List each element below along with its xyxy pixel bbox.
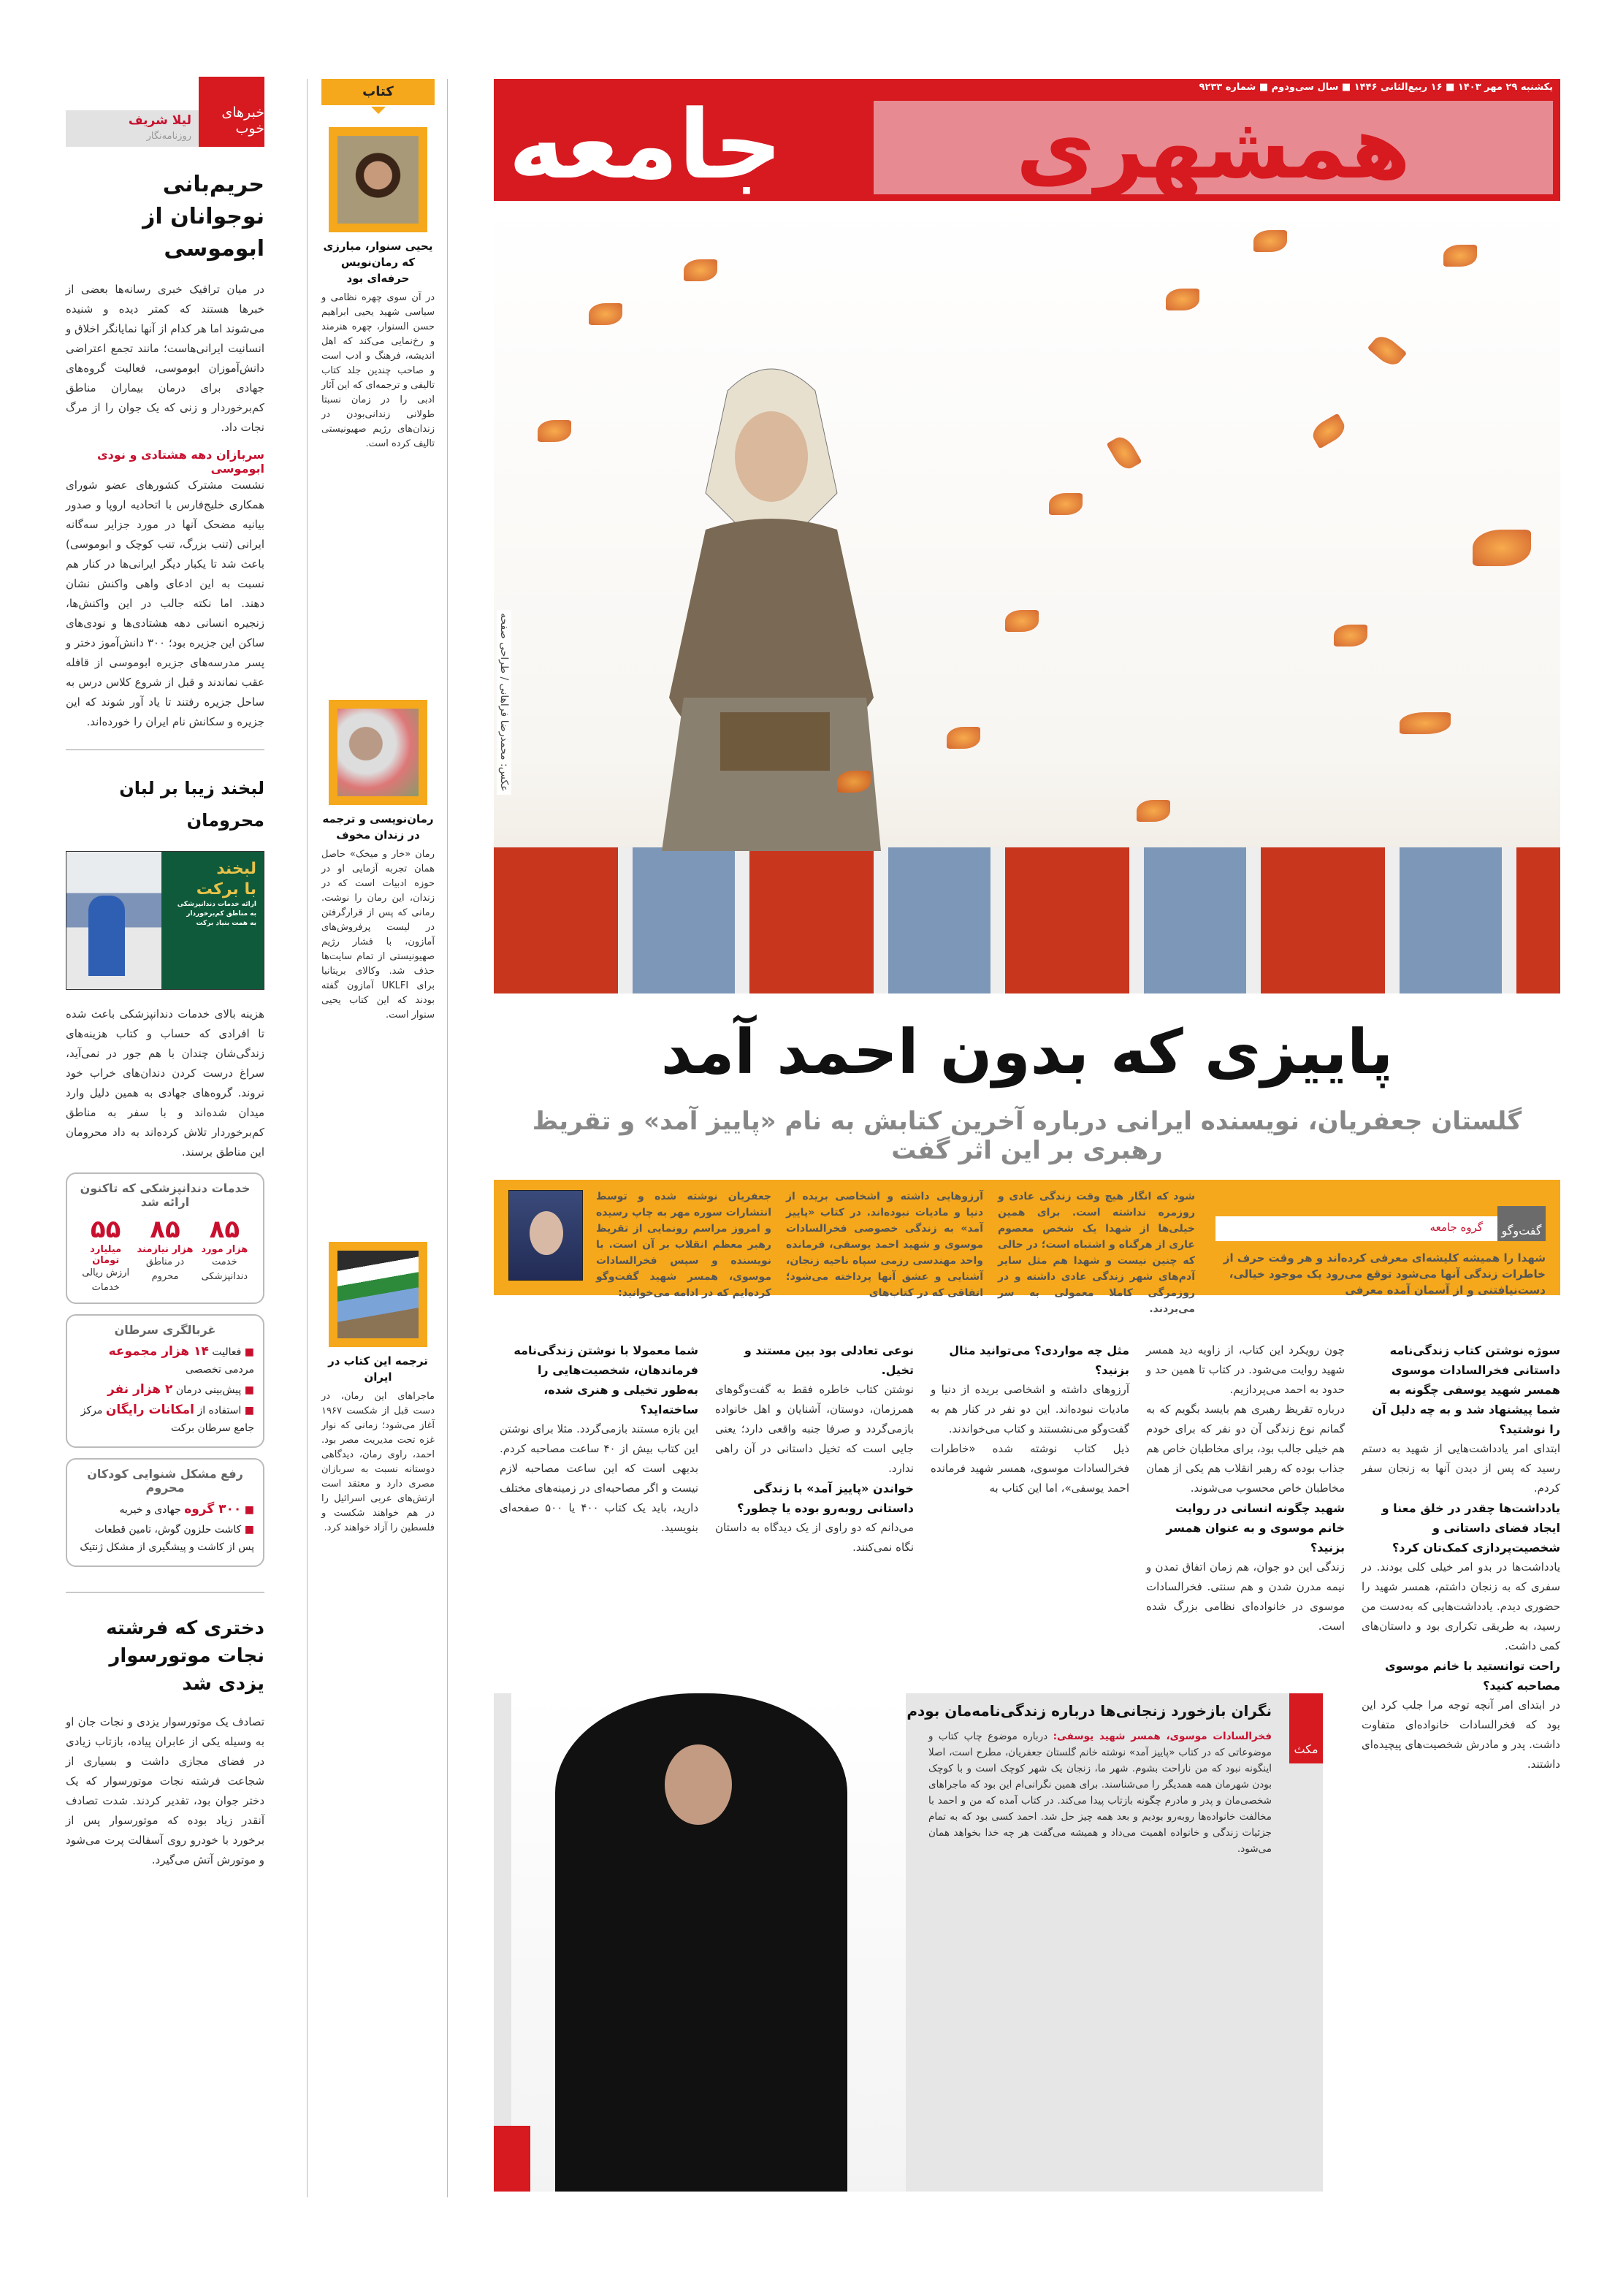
lead-column: شود که انگار هیچ وقت زندگی عادی و روزمره نداشته است. برای همین خیلی‌ها از شهدا یک شخص معصوم عاری از هرگناه و اشتباه است؛ در حالی که چنین نیست و شهدا هم مثل سایر آدم‌های شهر زندگی عادی داشته و در روزمرگی کاملا معمولی به سر می‌بردند. [998,1191,1195,1315]
book-item-text: در آن سوی چهره نظامی و سیاسی شهید یحیی ابراهیم حسن السنوار، چهره هنرمند و رخ‌نمایی می‌کند که اهل اندیشه، فرهنگ و ادب است و صاحب چندین جلد کتاب تالیفی و ترجمه‌ای که این آثار ادبی را در زمان نسبتا طولانی زندانی‌بودن در زندان‌های رژیم صهیونیستی تالیف کرده است. [321,292,435,449]
bullet: ■ استفاده از امکانات رایگان مرکز جامع سرطان برکت [76,1401,254,1437]
sign-text: به همت بنیاد برکت [196,920,256,927]
book-item-text: رمان «خار و میخک» حاصل همان تجربه آزمایی او در حوزه ادبیات است که در زندان، این رمان را نوشت. رمانی که پس از قرارگرفتن در لیست پرفروش‌های آمازون، با فشار رژیم صهیونیستی از تمام سایت‌ها حذف شد. وکالای بریتانیا برای UKLFI آمازون گفته بودند که این کتاب یحیی سنوار است. [321,849,435,1021]
rubric-tag: خبرهای خوب [199,77,264,147]
interview-answer: زندگی این دو جوان، هم زمان اتفاق تمدن و نیمه مدرن شدن و هم سنتی. فخرالسادات موسوی در خانواده‌ای نظامی بزرگ شده است. [1146,1560,1345,1633]
book-item-title: یحیی سنوار، مبارزی که رمان‌نویس حرفه‌ای بود [323,240,433,285]
interview-answer: این بازه مستند بازمی‌گردد. مثلا برای نوشتن این کتاب بیش از ۴۰ ساعت مصاحبه کردم. بدیهی است که این ساعت مصاحبه لازم نیست و اگر مصاحبه‌ای در زمینه‌های مختلف دارید، باید یک کتاب ۴۰۰ یا ۵۰۰ صفحه‌ای بنویسید. [500,1422,698,1534]
sinwar-young-photo [329,127,427,232]
book-item-title: ترجمه این کتاب در ایران [328,1354,428,1384]
text-column [931,1340,1129,1677]
interview-question: یادداشت‌ها چقدر در خلق معنا و ایجاد فضای داستانی و شخصیت‌پردازی کمک‌تان کرد؟ [1381,1501,1560,1555]
bullet: ■ پیش‌بینی درمان ۲ هزار نفر [76,1381,254,1399]
cover-illustration [494,201,1560,993]
masthead [494,79,1560,201]
maks-sidebar [494,1693,1323,2192]
interview-answer: نوشتن کتاب خاطره فقط به گفت‌وگوهای همرزمان، دوستان، آشنایان و اهل خانواده بازمی‌گردد و صرفا جنبه واقعی دارد؛ یعنی جایی است که تخیل داستانی در آن راهی ندارد. [715,1383,914,1475]
interview-answer: می‌دانم که دو راوی از یک دیدگاه به داستان نگاه نمی‌کنند. [715,1521,914,1554]
sign-text: لبخند [216,860,256,878]
interview-question: شما معمولا با نوشتن زندگی‌نامه فرماندهان، شخصیت‌هایی را به‌طور تخیلی و هنری شده، ساخته‌اید؟ [514,1343,698,1416]
interview-answer: درباره تقریظ رهبری هم بایسد بگویم که به گمانم نوع زندگی آن دو نفر که برای خودم هم خیلی جالب بود، برای مخاطبان خاص هم جذاب بوده که رهبر انقلاب هم یکی از همان مخاطبان خاص محسوب می‌شوند. [1146,1403,1345,1495]
lead-column: جعفریان نوشته شده و توسط انتشارات سوره مهر به چاپ رسیده و امروز مراسم رونمایی از تقریظ رهبر معظم انقلاب بر آن است. با نویسنده و سپس فخرالسادات موسوی، همسر شهید گفت‌وگو کرده‌ایم که در ادامه می‌خوانید: [596,1191,771,1299]
main-headline: پاییزی که بدون احمد آمد [660,1016,1394,1088]
author-label: گروه جامعه [1215,1216,1497,1241]
maks-body [928,1728,1272,1857]
author-box [66,110,199,147]
decorative-red-block [494,2126,530,2192]
box-title: خدمات دندانپزشکی که تاکنون ارائه شد [80,1181,251,1209]
interview-lead-box [494,1180,1560,1315]
dental-stats-box [66,1172,264,1304]
logo-hamshahri: همشهری [874,101,1553,194]
interview-question: سوژه نوشتن کتاب زندگی‌نامه داستانی فخرالسادات موسوی همسر شهید یوسفی چگونه به شما پیشنهاد شد و به چه دلیل آن را نوشتید؟ [1372,1343,1560,1436]
author-name: لیلا شریف [128,113,191,128]
woman-illustration [618,347,925,858]
article-title-2: لبخند زیبا بر لبان محرومان [119,778,264,831]
stat: ۸۵ هزار مورد خدمت دندانپزشکی [201,1215,248,1282]
main-subhead: گلستان جعفریان، نویسنده ایرانی درباره آخرین کتابش به نام «پاییز آمد» و تقریظ رهبری بر این اثر گفت [532,1107,1522,1165]
sign-text: به مناطق کم‌برخوردار [186,910,256,918]
stat: ۸۵ هزار نیازمند در مناطق محروم [137,1215,194,1282]
maks-speaker: فخرالسادات موسوی، همسر شهید یوسفی: [1053,1731,1272,1742]
author-portrait [508,1190,583,1281]
text-column [1146,1340,1345,1677]
palestine-flag-photo [329,1242,427,1347]
bullet: ■ ۳۰۰ گروه جهادی و خیریه [76,1500,254,1519]
maks-text: درباره موضوع چاپ کتاب و موضوعاتی که در کتاب «پاییز آمد» نوشته خانم گلستان جعفریان، مطرح است، اصلا اینگونه نبود که من ناراحت بشوم. شهر ما، زنجان یک شهر کوچک است و با کوچک بودن شهرمان همه همدیگر را می‌شناسند. برای همین نگرانی‌ام این بود که ماجراهای شخصی‌مان و پدر و مادرم چگونه بازتاب پیدا می‌کند. در کتاب آمده که من و احمد با مخالفت خانواده‌ها روبه‌رو بودیم و بعد همه چیز حل شد. احمد کسی بود که به تمام جزئیات زندگی و خانواده اهمیت می‌داد و همیشه می‌گفت هر چه خدا بخواهد همان می‌شود. [928,1731,1272,1855]
sign-text: با برکت [196,880,256,899]
interview-answer: چون رویکرد این کتاب، از زاویه دید همسر شهید روایت می‌شود. در کتاب تا همین حد و حدود به احمد می‌پردازیم. [1146,1343,1345,1396]
good-news-rubric [66,77,264,147]
box-title: رفع مشکل شنوایی کودکان محروم [87,1467,243,1495]
barrier-wall [494,847,1560,993]
author-role: روزنامه‌نگار [146,131,191,142]
photo-credit: عکس: محمدرضا فراهانی / طراحی صفحه [497,610,511,795]
cancer-screening-box [66,1314,264,1448]
column-divider [447,79,448,2197]
divider [66,1592,264,1593]
dental-photo [66,851,264,990]
interview-question: مثل چه مواردی؟ می‌توانید مثال بزنید؟ [949,1343,1129,1377]
article-intro: در میان ترافیک خبری رسانه‌ها بعضی از خبرها هستند که کمتر دیده و شنیده می‌شوند اما هر کدام از آنها نمایانگر اخلاق و انسانیت ایرانی‌هاست؛ مانند تجمع اعتراضی دانش‌آموزان ابوموسی، فعالیت گروه‌های جهادی برای درمان بیماران مناطق کم‌برخوردار و زنی که یک جوان را از مرگ نجات داد. [66,283,264,434]
article-text-2: هزینه بالای خدمات دندانپزشکی باعث شده تا افرادی که حساب و کتاب هزینه‌های زندگی‌شان چندان با هم جور در نمی‌آید، سراغ درست کردن دندان‌های خراب خود نروند. گروه‌های جهادی به همین دلیل وارد میدان شده‌اند و با سفر به مناطق کم‌برخوردار تلاش کرده‌اند به داد محرومان این مناطق برسند. [66,1007,264,1159]
interview-answer: در ابتدای امر آنچه توجه مرا جلب کرد این بود که فخرالسادات خانواده‌ای متفاوت داشت. پدر و مادرش شخصیت‌های پیچیده‌ای داشتند. [1362,1698,1560,1771]
book-item-title: رمان‌نویسی و ترجمه در زندان مخوف [322,812,434,842]
stat: ۵۵ میلیارد تومان ارزش ریالی خدمات [82,1215,130,1293]
article-title: حریم‌بانی نوجوانان از ابوموسی [142,172,264,262]
text-column [1362,1340,1560,1774]
logo-jameh: جامعه [508,89,783,200]
maks-title: نگران بازخورد زنجانی‌ها درباره زندگی‌نامه‌مان بودم [906,1702,1272,1720]
interview-answer: ابتدای امر یادداشت‌هایی از شهید به دستم رسید که پس از دیدن آنها به زنجان سفر کردم. [1362,1442,1560,1495]
left-column [66,77,264,1870]
issue-date-line: یکشنبه ۲۹ مهر ۱۴۰۳ ■ ۱۶ ربیع‌الثانی ۱۴۴۶ ■ سال سی‌ودوم ■ شماره ۹۲۳۳ [1199,82,1553,93]
maks-tag: مکث [1289,1693,1323,1763]
interview-question: شهید چگونه انسانی در روایت خانم موسوی و به عنوان همسر بزنید؟ [1166,1501,1345,1555]
bullet: ■ فعالیت ۱۴ هزار مجموعه مردمی تخصصی [76,1343,254,1378]
sign-text: ارائه خدمات دندانپزشکی [177,901,256,908]
article-title-3: دختری که فرشته نجات موتورسوار یزدی شد [106,1617,264,1695]
book-column [321,79,435,1536]
text-column [715,1340,914,1677]
book-section-tag: کتاب [321,79,435,105]
lead-text: شهدا را همیشه کلیشه‌ای معرفی کرده‌اند و هر وقت حرف از خاطرات زندگی آنها می‌شود توقع می‌رود یک موجود خیالی، دست‌نیافتنی و از آسمان آمده معرفی [1223,1251,1546,1297]
interview-question: خواندن «پاییز آمد» با زندگی داستانی روبه‌رو بوده یا چطور؟ [737,1481,914,1515]
subheading: سربازان دهه هشتادی و نودی ابوموسی [97,448,264,476]
article-text-3: تصادف یک موتورسوار یزدی و نجات جان او به وسیله یکی از عابران پیاده، بازتاب زیادی در فضای مجازی داشت و بسیاری از شجاعت فرشته نجات موتورسوار که یک دختر جوان بود، تقدیر کردند. شدت تصادف آنقدر زیاد بوده که موتورسوار پس از برخورد با خودرو روی آسفالت پرت می‌شود و موتورش آتش می‌گیرد. [66,1715,264,1866]
lead-column: آرزوهایی داشته و اشخاصی بریده از دنیا و مادیات نبوده‌اند. در کتاب «پاییز آمد» به زندگی خصوصی فخرالسادات موسوی و شهید احمد یوسفی، فرمانده واحد مهندسی رزمی سپاه ناحیه زنجان، آشنایی و عشق آنها پرداخته می‌شود؛ اتفاقی که در کتاب‌های [786,1191,983,1299]
column-divider [307,79,308,2197]
book-item-text: ماجراهای این رمان، در دست قبل از شکست ۱۹۶۷ آغاز می‌شود؛ زمانی که نوار غزه تحت مدیریت مصر بود. احمد، راوی رمان، دیدگاهی دوستانه نسبت به سربازان مصری دارد و معتقد است ارتش‌های عربی اسرائیل را در هم خواهند شکست و فلسطین را آزاد خواهند کرد. [321,1391,435,1533]
article-text: نشست مشترک کشورهای عضو شورای همکاری خلیج‌فارس با اتحادیه اروپا و صدور بیانیه مضحک آنها در مورد جزایر سه‌گانه ایرانی (تنب بزرگ، تنب کوچک و ابوموسی) باعث شد تا یکبار دیگر ایرانی‌ها در کنار هم نسبت به این ادعای واهی واکنش نشان دهند. اما نکته جالب در این واکنش‌ها، زنجیره انسانی دهه هشتادی‌ها و نودی‌های ساکن این جزیره بود؛ ۳۰۰ دانش‌آموز دختر و پسر مدرسه‌های جزیره ابوموسی از قافله عقب نماندند و قبل از شروع کلاس درس به ساحل جزیره رفتند تا یاد آور شوند که این جزیره و سکانش نام ایران را خورده‌اند. [66,478,264,728]
text-column [500,1340,698,1677]
box-title: غربالگری سرطان [114,1323,216,1337]
interview-question: راحت توانستید با خانم موسوی مصاحبه کنید؟ [1384,1659,1560,1693]
widow-photo [511,1693,906,2192]
interview-answer: آرزوهای داشته و اشخاصی بریده از دنیا و مادیات نبوده‌اند. این دو نفر در کنار هم به گفت‌وگو می‌نشستند و کتاب می‌خواندند. [931,1383,1129,1435]
interview-question: نوعی تعادلی بود بین مستند و تخیل. [744,1343,914,1377]
interview-answer: ذیل کتاب نوشته شده «خاطرات فخرالسادات موسوی، همسر شهید فرمانده احمد یوسفی»، اما این کتاب به [931,1442,1129,1495]
interview-answer: یادداشت‌ها در بدو امر خیلی کلی بودند. در سفری که به زنجان داشتم، همسر شهید را حضوری دیدم. یادداشت‌هایی که به‌دست من رسید، به طریقی تکراری بود و داستان‌های کمی داشت. [1362,1560,1560,1652]
bullet: ■ کاشت حلزون گوش، تامین قطعات پس از کاشت و پیشگیری از مشکل ژنتیک [76,1521,254,1556]
hearing-box [66,1458,264,1567]
sinwar-poster-photo [329,700,427,805]
interview-tag: گفت‌وگو [1497,1206,1546,1241]
